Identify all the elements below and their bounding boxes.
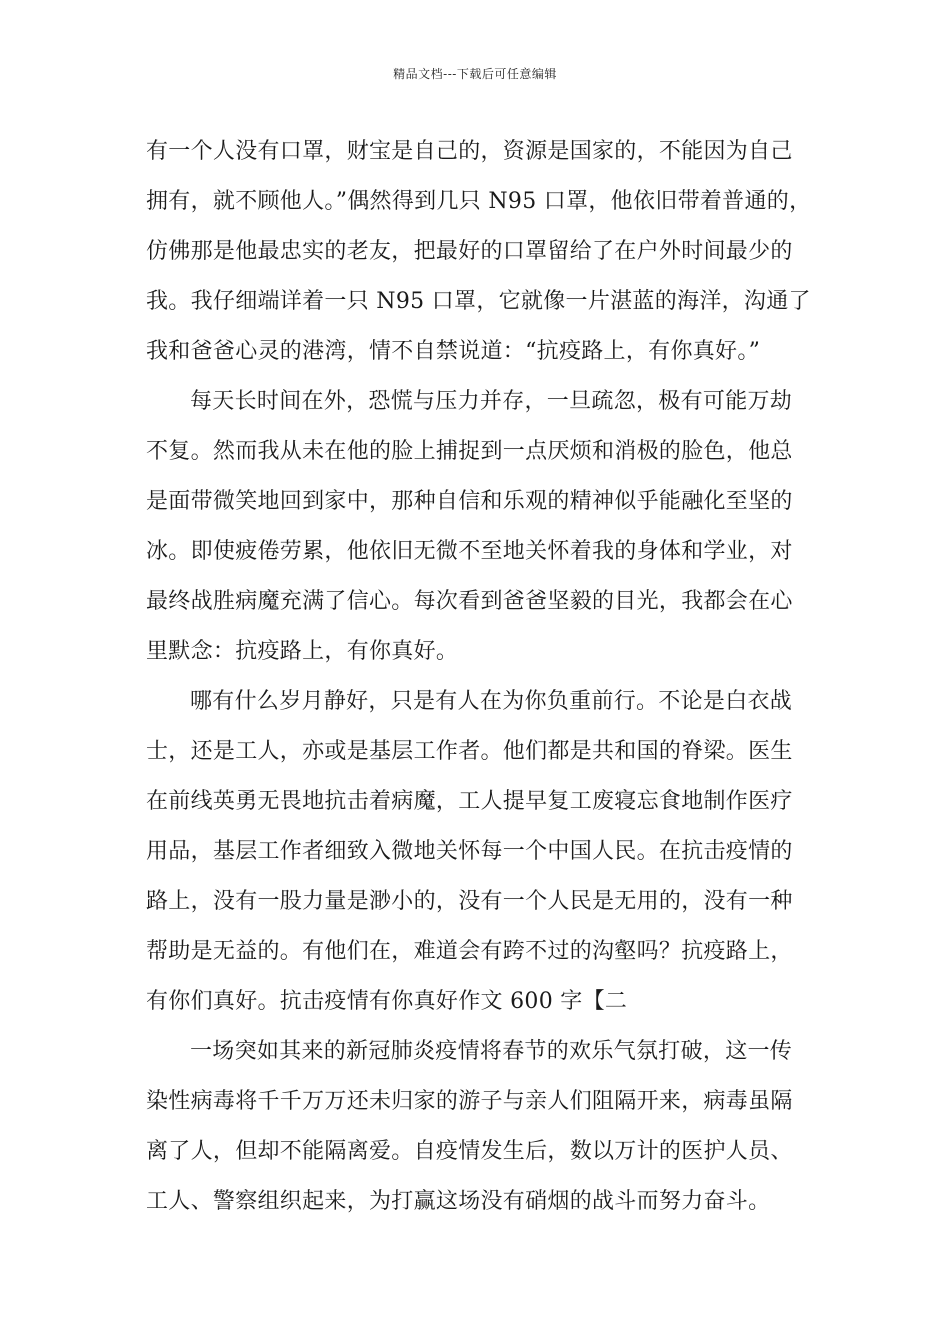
text-line: 我。我仔细端详着一只 N95 口罩，它就像一片湛蓝的海洋，沟通了 — [146, 289, 811, 314]
text-line: 有一个人没有口罩，财宝是自己的，资源是国家的，不能因为自己 — [146, 139, 793, 164]
text-line: 路上，没有一股力量是渺小的，没有一个人民是无用的，没有一种 — [146, 889, 793, 914]
text-line: 里默念：抗疫路上，有你真好。 — [146, 639, 459, 664]
text-line: 用品，基层工作者细致入微地关怀每一个中国人民。在抗击疫情的 — [146, 839, 793, 864]
text-line: 在前线英勇无畏地抗击着病魔，工人提早复工废寝忘食地制作医疗 — [146, 789, 793, 814]
paragraph-first-line: 哪有什么岁月静好，只是有人在为你负重前行。不论是白衣战 — [190, 689, 793, 714]
paragraph-first-line: 一场突如其来的新冠肺炎疫情将春节的欢乐气氛打破，这一传 — [190, 1039, 793, 1064]
text-line: 帮助是无益的。有他们在，难道会有跨不过的沟壑吗？抗疫路上， — [146, 939, 793, 964]
text-line: 有你们真好。抗击疫情有你真好作文 600 字【二 — [146, 989, 628, 1014]
text-line: 最终战胜病魔充满了信心。每次看到爸爸坚毅的目光，我都会在心 — [146, 589, 793, 614]
text-line: 冰。即使疲倦劳累，他依旧无微不至地关怀着我的身体和学业，对 — [146, 539, 793, 564]
text-line: 仿佛那是他最忠实的老友，把最好的口罩留给了在户外时间最少的 — [146, 239, 793, 264]
text-line: 工人、警察组织起来，为打赢这场没有硝烟的战斗而努力奋斗。 — [146, 1189, 771, 1214]
text-line: 士，还是工人，亦或是基层工作者。他们都是共和国的脊梁。医生 — [146, 739, 793, 764]
text-line: 不复。然而我从未在他的脸上捕捉到一点厌烦和消极的脸色，他总 — [146, 439, 793, 464]
paragraph-first-line: 每天长时间在外，恐慌与压力并存，一旦疏忽，极有可能万劫 — [190, 389, 793, 414]
text-line: 拥有，就不顾他人。”偶然得到几只 N95 口罩，他依旧带着普通的， — [146, 189, 812, 214]
text-line: 我和爸爸心灵的港湾，情不自禁说道：“抗疫路上，有你真好。” — [146, 339, 761, 364]
text-line: 离了人，但却不能隔离爱。自疫情发生后，数以万计的医护人员、 — [146, 1139, 793, 1164]
text-line: 是面带微笑地回到家中，那种自信和乐观的精神似乎能融化至坚的 — [146, 489, 793, 514]
page-header: 精品文档---下载后可任意编辑 — [393, 67, 557, 81]
text-line: 染性病毒将千千万万还未归家的游子与亲人们阻隔开来，病毒虽隔 — [146, 1089, 793, 1114]
